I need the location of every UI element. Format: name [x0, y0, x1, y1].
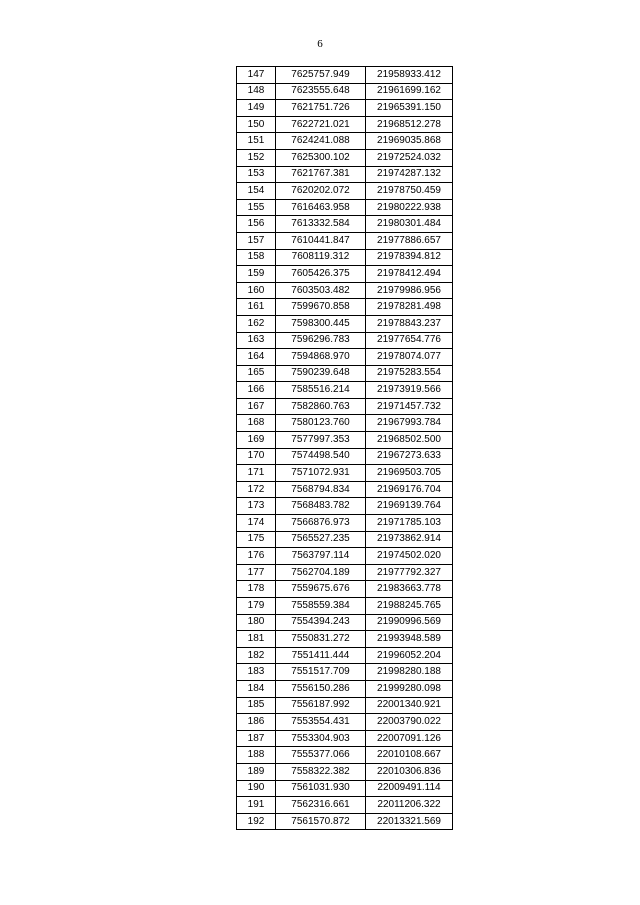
x-coordinate-cell: 7550831.272	[276, 631, 366, 648]
y-coordinate-cell: 21977654.776	[366, 332, 453, 349]
y-coordinate-cell: 21961699.162	[366, 83, 453, 100]
y-coordinate-cell: 21988245.765	[366, 598, 453, 615]
point-number-cell: 180	[237, 614, 276, 631]
table-row	[237, 515, 453, 532]
point-number-cell: 187	[237, 730, 276, 747]
x-coordinate-cell: 7553304.903	[276, 730, 366, 747]
y-coordinate-cell: 22001340.921	[366, 697, 453, 714]
x-coordinate-cell: 7621751.726	[276, 100, 366, 117]
point-number-cell: 163	[237, 332, 276, 349]
coordinates-table-body	[237, 67, 453, 830]
x-coordinate-cell: 7563797.114	[276, 548, 366, 565]
table-row	[237, 349, 453, 366]
table-row	[237, 647, 453, 664]
y-coordinate-cell: 21969139.764	[366, 498, 453, 515]
table-row	[237, 432, 453, 449]
y-coordinate-cell: 21975283.554	[366, 365, 453, 382]
table-row	[237, 780, 453, 797]
table-row	[237, 199, 453, 216]
y-coordinate-cell: 21979986.956	[366, 282, 453, 299]
x-coordinate-cell: 7605426.375	[276, 266, 366, 283]
x-coordinate-cell: 7554394.243	[276, 614, 366, 631]
y-coordinate-cell: 21971457.732	[366, 398, 453, 415]
coordinates-table	[236, 66, 453, 830]
x-coordinate-cell: 7565527.235	[276, 531, 366, 548]
point-number-cell: 173	[237, 498, 276, 515]
point-number-cell: 185	[237, 697, 276, 714]
y-coordinate-cell: 22007091.126	[366, 730, 453, 747]
table-row	[237, 697, 453, 714]
point-number-cell: 171	[237, 465, 276, 482]
x-coordinate-cell: 7556187.992	[276, 697, 366, 714]
point-number-cell: 181	[237, 631, 276, 648]
point-number-cell: 167	[237, 398, 276, 415]
x-coordinate-cell: 7582860.763	[276, 398, 366, 415]
point-number-cell: 169	[237, 432, 276, 449]
table-row	[237, 166, 453, 183]
point-number-cell: 148	[237, 83, 276, 100]
y-coordinate-cell: 21968512.278	[366, 116, 453, 133]
y-coordinate-cell: 21980222.938	[366, 199, 453, 216]
point-number-cell: 154	[237, 183, 276, 200]
table-row	[237, 763, 453, 780]
point-number-cell: 192	[237, 813, 276, 830]
table-row	[237, 116, 453, 133]
table-row	[237, 415, 453, 432]
y-coordinate-cell: 21969176.704	[366, 481, 453, 498]
x-coordinate-cell: 7556150.286	[276, 680, 366, 697]
table-row	[237, 332, 453, 349]
point-number-cell: 174	[237, 515, 276, 532]
x-coordinate-cell: 7585516.214	[276, 382, 366, 399]
table-row	[237, 581, 453, 598]
y-coordinate-cell: 21972524.032	[366, 149, 453, 166]
x-coordinate-cell: 7621767.381	[276, 166, 366, 183]
point-number-cell: 151	[237, 133, 276, 150]
x-coordinate-cell: 7558559.384	[276, 598, 366, 615]
table-row	[237, 133, 453, 150]
y-coordinate-cell: 22010108.667	[366, 747, 453, 764]
point-number-cell: 157	[237, 232, 276, 249]
point-number-cell: 147	[237, 67, 276, 84]
x-coordinate-cell: 7613332.584	[276, 216, 366, 233]
table-row	[237, 83, 453, 100]
y-coordinate-cell: 21974287.132	[366, 166, 453, 183]
x-coordinate-cell: 7568483.782	[276, 498, 366, 515]
table-row	[237, 730, 453, 747]
table-row	[237, 282, 453, 299]
point-number-cell: 183	[237, 664, 276, 681]
point-number-cell: 161	[237, 299, 276, 316]
point-number-cell: 191	[237, 797, 276, 814]
point-number-cell: 188	[237, 747, 276, 764]
x-coordinate-cell: 7594868.970	[276, 349, 366, 366]
table-row	[237, 531, 453, 548]
point-number-cell: 164	[237, 349, 276, 366]
y-coordinate-cell: 21969503.705	[366, 465, 453, 482]
x-coordinate-cell: 7624241.088	[276, 133, 366, 150]
x-coordinate-cell: 7566876.973	[276, 515, 366, 532]
table-row	[237, 564, 453, 581]
y-coordinate-cell: 21978412.494	[366, 266, 453, 283]
y-coordinate-cell: 21977886.657	[366, 232, 453, 249]
x-coordinate-cell: 7562316.661	[276, 797, 366, 814]
point-number-cell: 186	[237, 714, 276, 731]
y-coordinate-cell: 21999280.098	[366, 680, 453, 697]
table-row	[237, 232, 453, 249]
x-coordinate-cell: 7568794.834	[276, 481, 366, 498]
point-number-cell: 152	[237, 149, 276, 166]
y-coordinate-cell: 21978074.077	[366, 349, 453, 366]
x-coordinate-cell: 7608119.312	[276, 249, 366, 266]
y-coordinate-cell: 21971785.103	[366, 515, 453, 532]
point-number-cell: 166	[237, 382, 276, 399]
x-coordinate-cell: 7610441.847	[276, 232, 366, 249]
x-coordinate-cell: 7571072.931	[276, 465, 366, 482]
x-coordinate-cell: 7625300.102	[276, 149, 366, 166]
table-row	[237, 598, 453, 615]
point-number-cell: 159	[237, 266, 276, 283]
table-row	[237, 183, 453, 200]
y-coordinate-cell: 21978843.237	[366, 315, 453, 332]
x-coordinate-cell: 7598300.445	[276, 315, 366, 332]
table-row	[237, 315, 453, 332]
table-row	[237, 365, 453, 382]
point-number-cell: 170	[237, 448, 276, 465]
y-coordinate-cell: 22013321.569	[366, 813, 453, 830]
point-number-cell: 184	[237, 680, 276, 697]
table-row	[237, 465, 453, 482]
y-coordinate-cell: 21973919.566	[366, 382, 453, 399]
y-coordinate-cell: 21958933.412	[366, 67, 453, 84]
point-number-cell: 172	[237, 481, 276, 498]
point-number-cell: 189	[237, 763, 276, 780]
x-coordinate-cell: 7620202.072	[276, 183, 366, 200]
point-number-cell: 162	[237, 315, 276, 332]
point-number-cell: 156	[237, 216, 276, 233]
table-row	[237, 398, 453, 415]
point-number-cell: 165	[237, 365, 276, 382]
table-row	[237, 266, 453, 283]
y-coordinate-cell: 22009491.114	[366, 780, 453, 797]
table-row	[237, 747, 453, 764]
table-row	[237, 813, 453, 830]
point-number-cell: 158	[237, 249, 276, 266]
x-coordinate-cell: 7551517.709	[276, 664, 366, 681]
y-coordinate-cell: 21996052.204	[366, 647, 453, 664]
y-coordinate-cell: 21998280.188	[366, 664, 453, 681]
x-coordinate-cell: 7555377.066	[276, 747, 366, 764]
y-coordinate-cell: 21965391.150	[366, 100, 453, 117]
y-coordinate-cell: 21974502.020	[366, 548, 453, 565]
table-row	[237, 498, 453, 515]
x-coordinate-cell: 7603503.482	[276, 282, 366, 299]
y-coordinate-cell: 21967273.633	[366, 448, 453, 465]
point-number-cell: 179	[237, 598, 276, 615]
y-coordinate-cell: 21977792.327	[366, 564, 453, 581]
y-coordinate-cell: 22010306.836	[366, 763, 453, 780]
point-number-cell: 150	[237, 116, 276, 133]
page-number: 6	[317, 38, 323, 50]
x-coordinate-cell: 7558322.382	[276, 763, 366, 780]
table-row	[237, 216, 453, 233]
x-coordinate-cell: 7622721.021	[276, 116, 366, 133]
x-coordinate-cell: 7590239.648	[276, 365, 366, 382]
y-coordinate-cell: 22011206.322	[366, 797, 453, 814]
point-number-cell: 149	[237, 100, 276, 117]
point-number-cell: 182	[237, 647, 276, 664]
x-coordinate-cell: 7625757.949	[276, 67, 366, 84]
table-row	[237, 149, 453, 166]
point-number-cell: 160	[237, 282, 276, 299]
y-coordinate-cell: 21980301.484	[366, 216, 453, 233]
y-coordinate-cell: 21973862.914	[366, 531, 453, 548]
table-row	[237, 664, 453, 681]
table-row	[237, 481, 453, 498]
y-coordinate-cell: 22003790.022	[366, 714, 453, 731]
table-row	[237, 67, 453, 84]
table-row	[237, 797, 453, 814]
x-coordinate-cell: 7577997.353	[276, 432, 366, 449]
x-coordinate-cell: 7596296.783	[276, 332, 366, 349]
point-number-cell: 168	[237, 415, 276, 432]
point-number-cell: 176	[237, 548, 276, 565]
table-row	[237, 548, 453, 565]
point-number-cell: 155	[237, 199, 276, 216]
table-row	[237, 299, 453, 316]
x-coordinate-cell: 7561570.872	[276, 813, 366, 830]
y-coordinate-cell: 21983663.778	[366, 581, 453, 598]
x-coordinate-cell: 7599670.858	[276, 299, 366, 316]
x-coordinate-cell: 7553554.431	[276, 714, 366, 731]
y-coordinate-cell: 21967993.784	[366, 415, 453, 432]
y-coordinate-cell: 21978750.459	[366, 183, 453, 200]
point-number-cell: 178	[237, 581, 276, 598]
table-row	[237, 100, 453, 117]
table-row	[237, 714, 453, 731]
table-row	[237, 448, 453, 465]
table-row	[237, 614, 453, 631]
table-row	[237, 680, 453, 697]
point-number-cell: 153	[237, 166, 276, 183]
x-coordinate-cell: 7559675.676	[276, 581, 366, 598]
x-coordinate-cell: 7616463.958	[276, 199, 366, 216]
table-row	[237, 631, 453, 648]
x-coordinate-cell: 7574498.540	[276, 448, 366, 465]
y-coordinate-cell: 21968502.500	[366, 432, 453, 449]
x-coordinate-cell: 7623555.648	[276, 83, 366, 100]
point-number-cell: 175	[237, 531, 276, 548]
y-coordinate-cell: 21978281.498	[366, 299, 453, 316]
x-coordinate-cell: 7551411.444	[276, 647, 366, 664]
table-row	[237, 249, 453, 266]
y-coordinate-cell: 21978394.812	[366, 249, 453, 266]
y-coordinate-cell: 21990996.569	[366, 614, 453, 631]
point-number-cell: 190	[237, 780, 276, 797]
x-coordinate-cell: 7562704.189	[276, 564, 366, 581]
y-coordinate-cell: 21993948.589	[366, 631, 453, 648]
y-coordinate-cell: 21969035.868	[366, 133, 453, 150]
table-row	[237, 382, 453, 399]
point-number-cell: 177	[237, 564, 276, 581]
x-coordinate-cell: 7561031.930	[276, 780, 366, 797]
x-coordinate-cell: 7580123.760	[276, 415, 366, 432]
